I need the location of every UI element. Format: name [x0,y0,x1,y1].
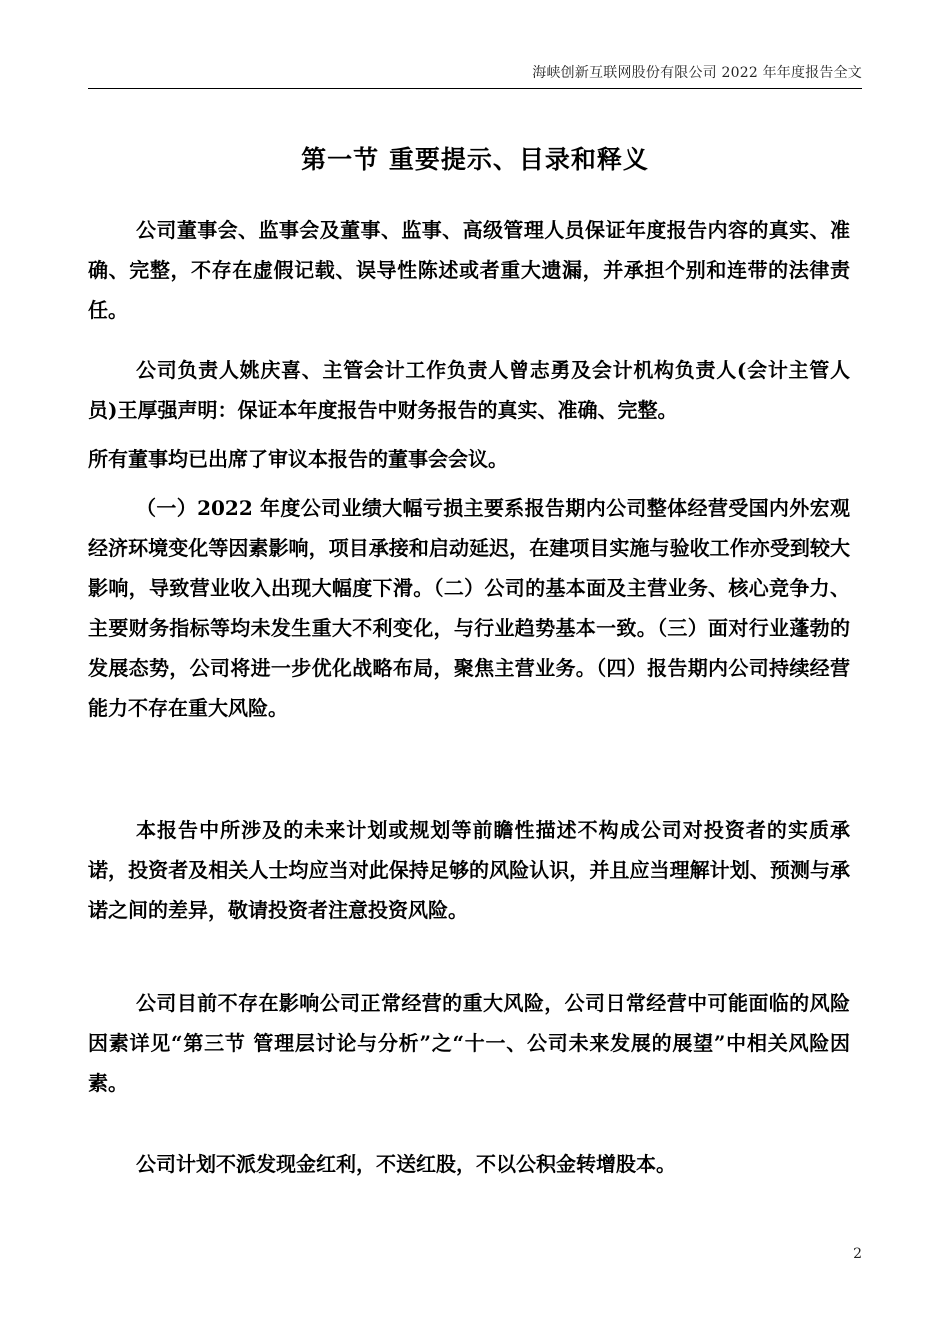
header-divider [88,88,862,89]
paragraph-board-attendance: 所有董事均已出席了审议本报告的董事会会议。 [88,447,508,471]
paragraph-risk-factors: 公司目前不存在影响公司正常经营的重大风险，公司日常经营中可能面临的风险因素详见“第三节 管理层讨论与分析”之“十一、公司未来发展的展望”中相关风险因素。 [88,991,850,1095]
paragraph-performance-loss: （一）2022 年度公司业绩大幅亏损主要系报告期内公司整体经营受国内外宏观经济环境变化等因素影响，项目承接和启动延迟，在建项目实施与验收工作亦受到较大影响，导致营业收入出现大幅度下滑。（二）公司的基本面及主营业务、核心竞争力、主要财务指标等均未发生重大不利变化，与行业趋势基本一致。（三）面对行业蓬勃的发展态势，公司将进一步优化战略布局，聚焦主营业务。（四）报告期内公司持续经营能力不存在重大风险。 [88,496,850,720]
page-number: 2 [853,1246,862,1262]
page-header: 海峡创新互联网股份有限公司 2022 年年度报告全文 [532,65,862,81]
paragraph-forward-looking: 本报告中所涉及的未来计划或规划等前瞻性描述不构成公司对投资者的实质承诺，投资者及相关人士均应当对此保持足够的风险认识，并且应当理解计划、预测与承诺之间的差异，敬请投资者注意投资风险。 [88,818,850,922]
paragraph-board-guarantee: 公司董事会、监事会及董事、监事、高级管理人员保证年度报告内容的真实、准确、完整，不存在虚假记载、误导性陈述或者重大遗漏，并承担个别和连带的法律责任。 [88,218,850,322]
paragraph-dividend-plan: 公司计划不派发现金红利，不送红股，不以公积金转增股本。 [136,1152,676,1176]
section-title: 第一节 重要提示、目录和释义 [301,145,649,174]
paragraph-responsible-persons: 公司负责人姚庆喜、主管会计工作负责人曾志勇及会计机构负责人(会计主管人员)王厚强声明：保证本年度报告中财务报告的真实、准确、完整。 [88,358,850,422]
